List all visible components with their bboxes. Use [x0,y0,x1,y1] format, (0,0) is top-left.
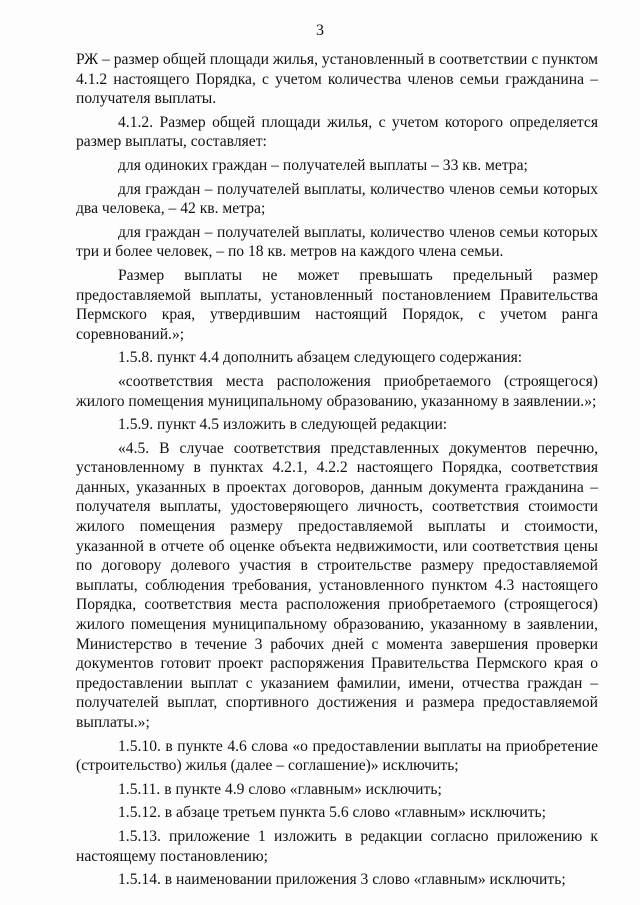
paragraph-4-1-2: 4.1.2. Размер общей площади жилья, с учетом которого определяется размер выплаты, составляет: [76,113,598,151]
paragraph-1-5-8: 1.5.8. пункт 4.4 дополнить абзацем следующего содержания: [118,349,523,367]
paragraph-1-5-12: 1.5.12. в абзаце третьем пункта 5.6 слово «главным» исключить; [118,804,546,822]
paragraph-1-5-14: 1.5.14. в наименовании приложения 3 слово «главным» исключить; [118,871,566,889]
document-body [76,50,598,894]
paragraph-1-5-9: 1.5.9. пункт 4.5 изложить в следующей редакции: [118,416,448,434]
paragraph-payment-limit: Размер выплаты не может превышать предельный размер предоставляемой выплаты, установленный постановлением Правительства Пермского края, утвердившим настоящий Порядок, с учетом ранга соревнований.»; [76,266,598,343]
paragraph-rzh-definition: РЖ – размер общей площади жилья, установленный в соответствии с пунктом 4.1.2 настоящего Порядка, с учетом количества членов семьи гражданина – получателя выплаты. [76,51,598,108]
paragraph-1-5-10: 1.5.10. в пункте 4.6 слова «о предоставлении выплаты на приобретение (строительство) жилья (далее – соглашение)» исключить; [76,737,598,775]
paragraph-4-5-quote: «4.5. В случае соответствия представленных документов перечню, установленному в пунктах 4.2.1, 4.2.2 настоящего Порядка, соответствия данных, указанных в проектах договоров, данным документа гражданина – получателя выплаты, удостоверяющего личность, соответствия стоимости жилого помещения размеру предоставляемой выплаты и стоимости, указанной в отчете об оценке объекта недвижимости, или соответствия цены по договору долевого участия в строительстве размеру предоставляемой выплаты, соблюдения требования, установленного пунктом 4.3 настоящего Порядка, соответствия места расположения приобретаемого (строящегося) жилого помещения муниципальному образованию, указанному в заявлении, Министерство в течение 3 рабочих дней с момента завершения проверки документов готовит проект распоряжения Правительства Пермского края о предоставлении выплат с указанием фамилии, имени, отчества граждан – получателей выплат, спортивного достижения и размера предоставляемой выплаты.»; [76,439,598,731]
paragraph-1-5-13: 1.5.13. приложение 1 изложить в редакции согласно приложению к настоящему постановлению; [76,827,598,865]
paragraph-single-citizens: для одиноких граждан – получателей выплаты – 33 кв. метра; [118,156,528,174]
paragraph-1-5-11: 1.5.11. в пункте 4.9 слово «главным» исключить; [118,780,442,798]
paragraph-1-5-8-quote: «соответствия места расположения приобретаемого (строящегося) жилого помещения муниципальному образованию, указанному в заявлении.»; [76,372,598,410]
page-number: 3 [316,22,324,39]
paragraph-three-or-more: для граждан – получателей выплаты, количество членов семьи которых три и более человек, – по 18 кв. метров на каждого члена семьи. [76,223,598,261]
paragraph-two-persons: для граждан – получателей выплаты, количество членов семьи которых два человека, – 42 кв. метра; [76,180,598,218]
